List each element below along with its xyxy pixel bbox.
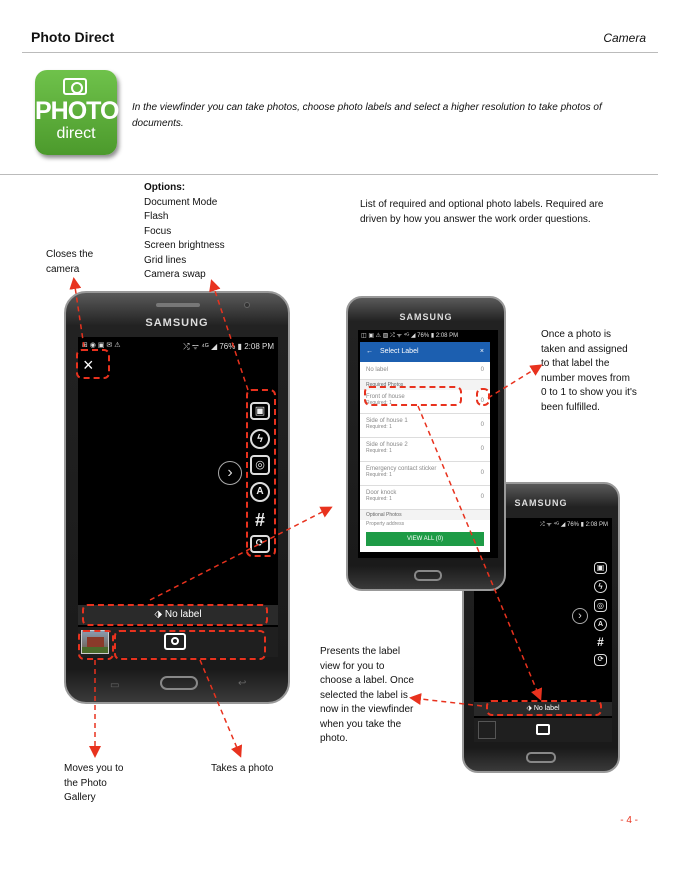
tag-icon: ⬗: [526, 705, 532, 712]
label-name: Front of house: [366, 394, 405, 400]
brand-logo: SAMSUNG: [514, 498, 568, 508]
flash-icon[interactable]: ϟ: [250, 429, 270, 449]
label-bar-text: No label: [533, 705, 560, 712]
label-bar-text: No label: [164, 609, 202, 620]
arrow-options: [212, 282, 248, 390]
arrow-takes-photo: [200, 660, 240, 755]
label-count: 0: [480, 398, 484, 404]
app-icon-word-photo: PHOTO: [35, 97, 119, 125]
option-item: Document Mode: [144, 196, 218, 208]
brand-logo: SAMSUNG: [145, 317, 209, 329]
note-number-moves: Once a photo is taken and assigned to that label the number moves from 0 to 1 to show you it's been fulfilled.: [541, 329, 637, 413]
document-mode-icon[interactable]: ▣: [594, 562, 607, 574]
close-camera-button[interactable]: ×: [83, 355, 94, 375]
menu-softkey[interactable]: ▭: [110, 680, 120, 691]
back-arrow-icon[interactable]: ←: [366, 348, 373, 355]
focus-icon[interactable]: ◎: [594, 599, 607, 612]
label-required: Required: 1: [366, 448, 392, 454]
optional-label-peek: Property address: [366, 521, 405, 526]
status-time: ⤮ ᯤ ⁴ᴳ ◢ 76% ▮ 2:08 PM: [183, 342, 274, 351]
arrow-label-bar: [150, 508, 330, 600]
arrow-presents-label: [412, 698, 482, 706]
required-section-header: Required Photos: [360, 380, 490, 390]
document-mode-icon[interactable]: ▣: [250, 402, 270, 420]
back-softkey[interactable]: ↩: [238, 678, 247, 689]
close-dialog-icon[interactable]: ×: [479, 348, 484, 355]
page-title: Photo Direct: [31, 29, 115, 45]
camera-swap-icon[interactable]: ⟳: [594, 654, 607, 666]
intro-text: In the viewfinder you can take photos, choose photo labels and select a higher resolution to take photos of documents.: [132, 102, 602, 129]
focus-icon[interactable]: ◎: [250, 455, 270, 475]
label-name: Side of house 2: [366, 442, 408, 448]
label-required: Required: 1: [366, 424, 392, 430]
brightness-icon[interactable]: A: [250, 482, 270, 502]
note-presents-label: Presents the label view for you to choose a label. Once selected the label is now in the viewfinder when you take the photo.: [320, 646, 414, 744]
no-label-count: 0: [480, 367, 484, 373]
label-count: 0: [480, 422, 484, 428]
grid-lines-icon[interactable]: #: [254, 510, 265, 530]
label-required: Required: 1: [366, 496, 392, 502]
grid-lines-icon[interactable]: #: [597, 635, 604, 649]
arrow-closes-camera: [74, 280, 84, 347]
optional-section-header: Optional Photos: [360, 510, 490, 520]
label-count: 0: [480, 446, 484, 452]
option-item: Flash: [144, 211, 169, 222]
note-gallery: Moves you to the Photo Gallery: [64, 763, 124, 803]
status-bar: ⤮ ᯤ ⁴ᴳ ◢ 76% ▮ 2:08 PM: [539, 522, 608, 528]
note-labels-list: List of required and optional photo labels. Required are driven by how you answer the work order questions.: [360, 199, 604, 225]
camera-swap-icon[interactable]: ⟳: [250, 535, 270, 553]
options-title: Options:: [144, 182, 186, 193]
arrow-count: [488, 366, 540, 398]
option-item: Screen brightness: [144, 240, 225, 251]
tag-icon: ⬗: [154, 609, 163, 620]
flash-icon[interactable]: ϟ: [594, 580, 607, 593]
note-takes-photo: Takes a photo: [211, 763, 274, 774]
status-icons: ⊞ ◉ ▣ ✉ ⚠: [82, 342, 121, 349]
brightness-icon[interactable]: A: [594, 618, 607, 631]
label-name: Door knock: [366, 490, 397, 496]
expand-chevron-icon[interactable]: ›: [218, 461, 242, 485]
status-bar: ◫ ▣ ⚠ ▨ ⤮ ᯤ ⁴ᴳ ◢ 76% ▮ 2:08 PM: [361, 333, 459, 339]
dialog-title: Select Label: [380, 348, 419, 355]
option-item: Grid lines: [144, 254, 187, 266]
arrow-selected-label: [418, 406, 540, 698]
expand-chevron-icon[interactable]: ›: [572, 608, 588, 624]
option-item: Camera swap: [144, 269, 206, 280]
label-required: Required: 1: [366, 472, 392, 478]
label-name: Emergency contact sticker: [366, 466, 437, 472]
view-all-button[interactable]: VIEW ALL (0): [366, 532, 484, 546]
no-label-text: No label: [366, 367, 389, 373]
brand-logo: SAMSUNG: [399, 312, 453, 322]
label-count: 0: [480, 470, 484, 476]
label-name: Side of house 1: [366, 418, 408, 424]
label-required: Required: 1: [366, 400, 392, 406]
page-number: - 4 -: [620, 815, 638, 826]
section-name: Camera: [603, 31, 646, 45]
note-closes-camera: Closes the camera: [46, 249, 94, 275]
option-item: Focus: [144, 225, 172, 237]
label-count: 0: [480, 494, 484, 500]
app-icon-word-direct: direct: [56, 125, 96, 142]
